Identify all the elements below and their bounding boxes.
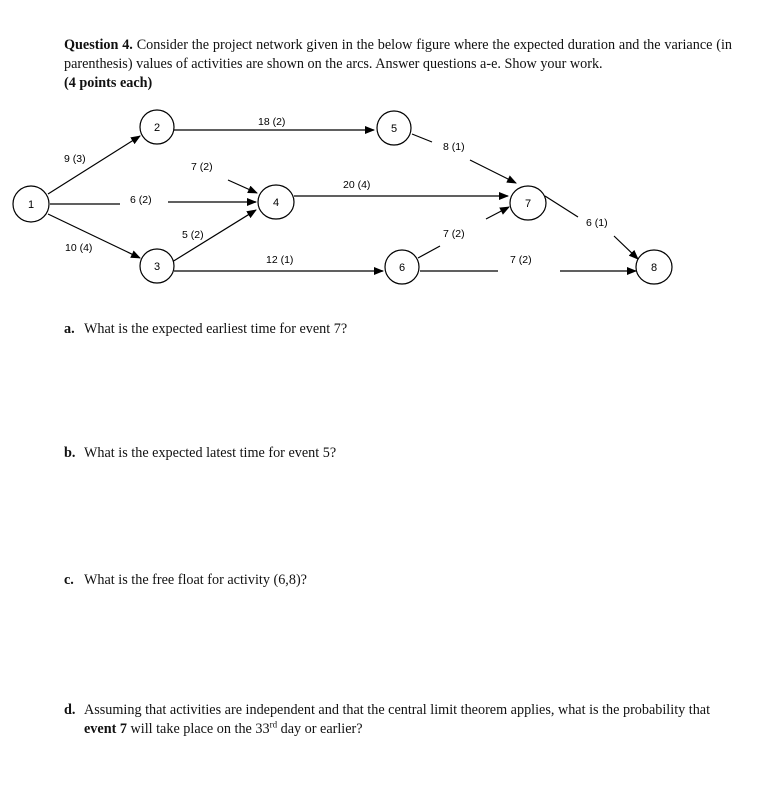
part-b-label: b.: [64, 445, 76, 461]
project-network-diagram: [0, 0, 780, 300]
arc-6-7a: [418, 246, 440, 258]
question-text: Consider the project network given in the below figure where the expected duration and the variance (in parenthesis) values of activities are shown on the arcs. Answer questions a-e. Show your work.: [64, 37, 732, 72]
arc-label-1-3: 10 (4): [65, 242, 93, 254]
node-5-label: 5: [390, 123, 398, 135]
part-c-label: c.: [64, 572, 74, 588]
arc-label-2-4: 7 (2): [191, 161, 213, 173]
arc-7-8b: [614, 236, 638, 259]
node-3-label: 3: [153, 261, 161, 273]
node-7-label: 7: [524, 198, 532, 210]
arc-2-4: [228, 180, 257, 193]
part-d: [64, 701, 734, 739]
node-6-label: 6: [398, 262, 406, 274]
arc-label-1-2: 9 (3): [64, 153, 86, 165]
node-1-label: 1: [27, 199, 35, 211]
part-b-text: What is the expected latest time for event 5?: [84, 445, 337, 461]
part-d-body: [84, 701, 734, 739]
question-heading: Question 4.: [64, 37, 133, 53]
node-8-label: 8: [650, 262, 658, 274]
arc-1-2: [48, 136, 140, 194]
arc-label-4-7: 20 (4): [343, 179, 371, 191]
part-a-text: What is the expected earliest time for event 7?: [84, 321, 348, 337]
part-d-label: d.: [64, 702, 76, 718]
part-d-text-1: Assuming that activities are independent and that the central limit theorem applies, what is the probability that: [84, 702, 711, 718]
arc-label-5-7: 8 (1): [443, 141, 465, 153]
node-2-label: 2: [153, 122, 161, 134]
part-d-sup: rd: [269, 719, 278, 730]
part-a-label: a.: [64, 321, 75, 337]
arc-5-7: [412, 134, 432, 142]
part-d-text-3: day or earlier?: [280, 721, 363, 737]
part-a: [64, 320, 734, 339]
points-note: (4 points each): [64, 75, 153, 91]
arc-5-7b: [470, 160, 516, 183]
part-d-text-2: will take place on the 33: [130, 721, 270, 737]
arc-1-3: [48, 214, 140, 258]
part-b: [64, 444, 734, 463]
arc-label-1-4: 6 (2): [130, 194, 152, 206]
arc-label-7-8: 6 (1): [586, 217, 608, 229]
arc-label-2-5: 18 (2): [258, 116, 286, 128]
part-d-bold: event 7: [84, 721, 127, 737]
arc-label-3-4: 5 (2): [182, 229, 204, 241]
arc-label-6-8: 7 (2): [510, 254, 532, 266]
part-c: [64, 571, 734, 590]
arc-label-3-6: 12 (1): [266, 254, 294, 266]
arc-6-7b: [486, 207, 509, 219]
part-c-text: What is the free float for activity (6,8)?: [84, 572, 307, 588]
node-4-label: 4: [272, 197, 280, 209]
arc-7-8a: [545, 196, 578, 217]
arc-label-6-7: 7 (2): [443, 228, 465, 240]
